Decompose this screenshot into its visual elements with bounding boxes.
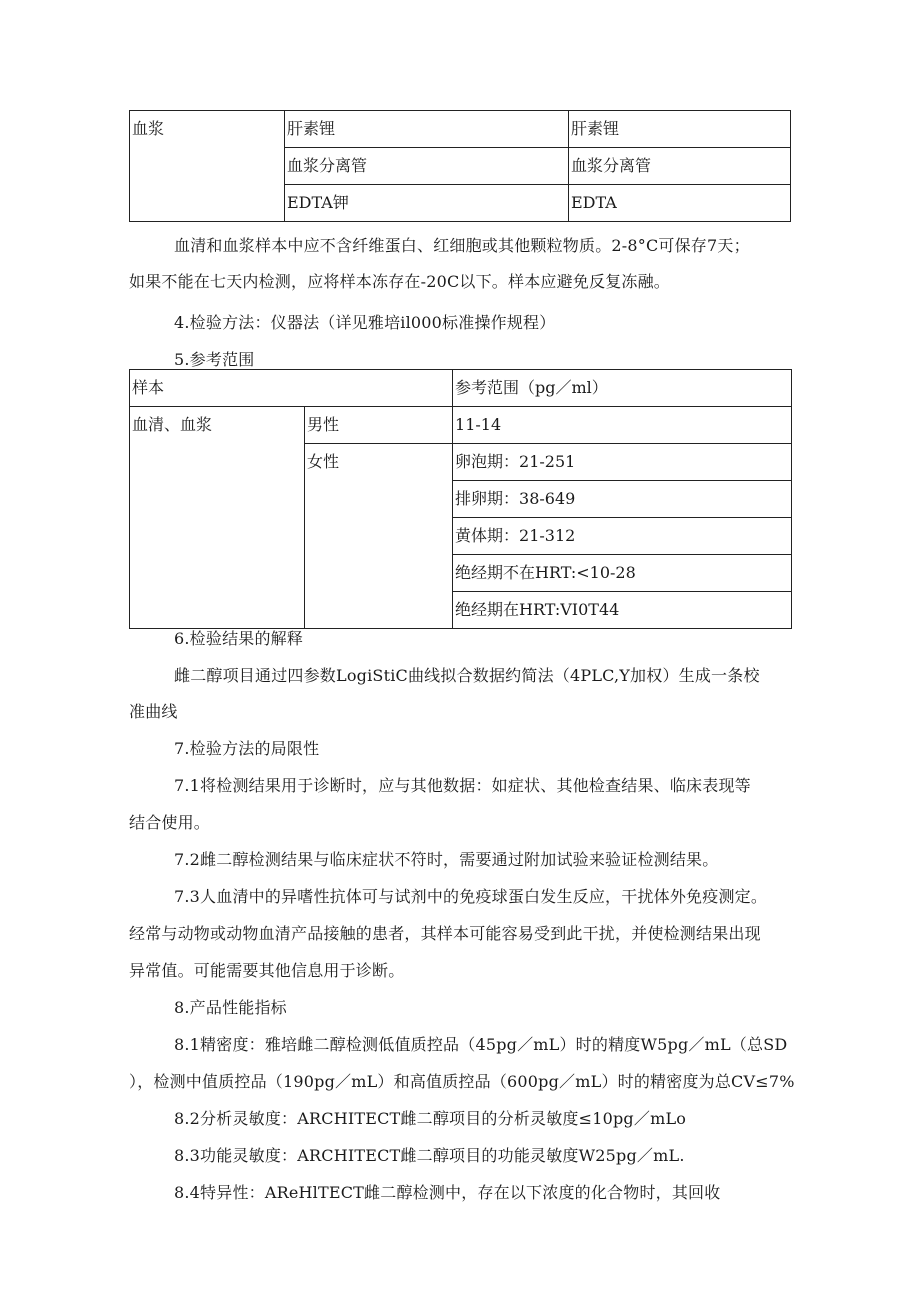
performance-8-3: 8.3功能灵敏度：ARCHITECT雌二醇项目的功能灵敏度W25pg／mL.	[174, 1146, 685, 1165]
limitation-7-3-line2: 经常与动物或动物血清产品接触的患者，其样本可能容易受到此干扰，并使检测结果出现	[129, 924, 761, 943]
interpretation-line1: 雌二醇项目通过四参数LogiStiC曲线拟合数据约简法（4PLC,Y加权）生成一条校	[174, 666, 760, 685]
anticoagulant-cell: 肝素锂	[569, 111, 791, 148]
method-paragraph: 4.检验方法：仪器法（详见雅培il000标准操作规程）	[174, 313, 556, 332]
interpretation-line2: 准曲线	[129, 702, 178, 721]
female-label-cell: 女性	[305, 444, 453, 629]
female-range-cell: 绝经期在HRT:VI0T44	[453, 592, 792, 629]
table-row	[130, 407, 792, 444]
female-range-cell: 卵泡期：21-251	[453, 444, 792, 481]
storage-paragraph-line2: 如果不能在七天内检测，应将样本冻存在-20C以下。样本应避免反复冻融。	[129, 272, 671, 291]
plasma-tube-table	[129, 110, 791, 222]
performance-8-4: 8.4特异性：AReHlTECT雌二醇检测中，存在以下浓度的化合物时，其回收	[174, 1183, 721, 1202]
interpretation-heading: 6.检验结果的解释	[174, 629, 304, 648]
table-header-row	[130, 370, 792, 407]
tube-cell: EDTA钾	[285, 185, 569, 222]
male-range-cell: 11-14	[453, 407, 792, 444]
limitations-heading: 7.检验方法的局限性	[174, 739, 320, 758]
header-sample-cell: 样本	[130, 370, 453, 407]
performance-heading: 8.产品性能指标	[174, 998, 287, 1017]
limitation-7-3-line3: 异常值。可能需要其他信息用于诊断。	[129, 961, 405, 980]
limitation-7-2: 7.2雌二醇检测结果与临床症状不符时，需要通过附加试验来验证检测结果。	[174, 850, 719, 869]
performance-8-2: 8.2分析灵敏度：ARCHITECT雌二醇项目的分析灵敏度≤10pg／mLo	[174, 1109, 687, 1128]
limitation-7-1-line2: 结合使用。	[129, 813, 211, 832]
reference-range-table	[129, 369, 792, 629]
table-row	[130, 111, 791, 148]
performance-8-1-line2: ），检测中值质控品（190pg／mL）和高值质控品（600pg／mL）时的精密度为总CV≤7%	[129, 1072, 795, 1091]
anticoagulant-cell: EDTA	[569, 185, 791, 222]
male-label-cell: 男性	[305, 407, 453, 444]
reference-range-heading: 5.参考范围	[174, 350, 255, 369]
sample-type-cell: 血浆	[130, 111, 285, 222]
tube-cell: 肝素锂	[285, 111, 569, 148]
female-range-cell: 绝经期不在HRT:<10-28	[453, 555, 792, 592]
anticoagulant-cell: 血浆分离管	[569, 148, 791, 185]
header-range-cell: 参考范围（pg／ml）	[453, 370, 792, 407]
sample-cell: 血清、血浆	[130, 407, 305, 629]
female-range-cell: 黄体期：21-312	[453, 518, 792, 555]
performance-8-1-line1: 8.1精密度：雅培雌二醇检测低值质控品（45pg／mL）时的精度W5pg／mL（总SD	[174, 1035, 788, 1054]
limitation-7-1-line1: 7.1将检测结果用于诊断时，应与其他数据：如症状、其他检查结果、临床表现等	[174, 776, 751, 795]
female-range-cell: 排卵期：38-649	[453, 481, 792, 518]
tube-cell: 血浆分离管	[285, 148, 569, 185]
storage-paragraph-line1: 血清和血浆样本中应不含纤维蛋白、红细胞或其他颗粒物质。2-8°C可保存7天；	[174, 236, 750, 255]
limitation-7-3-line1: 7.3人血清中的异嗜性抗体可与试剂中的免疫球蛋白发生反应，干扰体外免疫测定。	[174, 887, 768, 906]
